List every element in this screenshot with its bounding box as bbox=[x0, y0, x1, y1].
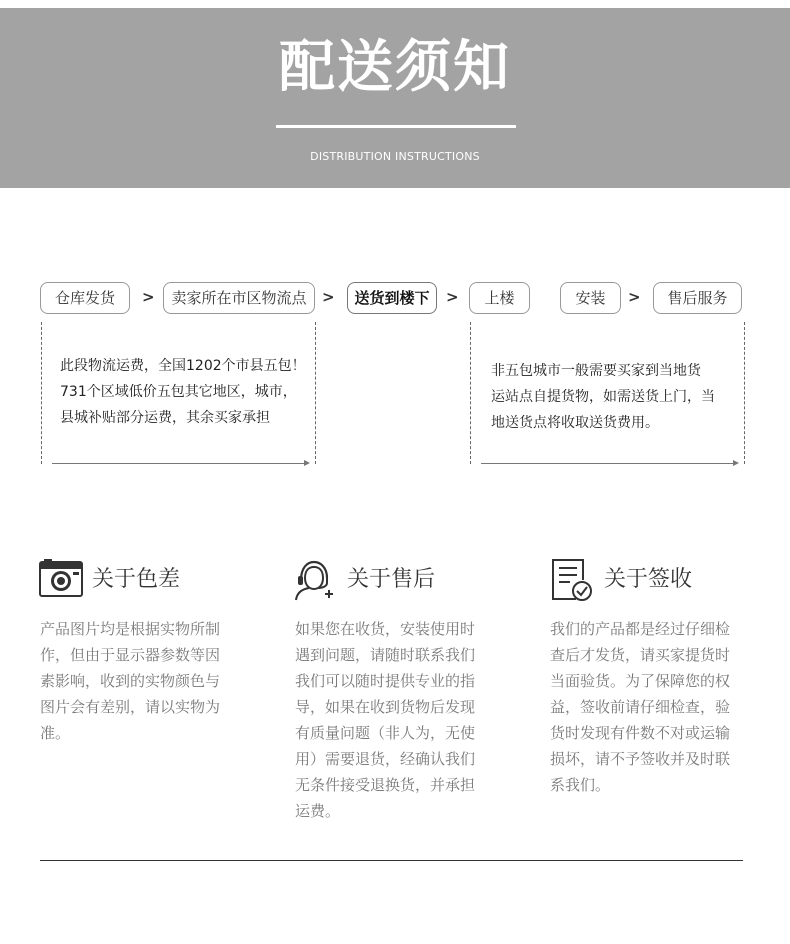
section-body-sign-off bbox=[550, 616, 750, 798]
page-subtitle: DISTRIBUTION INSTRUCTIONS bbox=[310, 150, 480, 163]
body-line: 图片会有差别，请以实物为 bbox=[40, 698, 221, 716]
flow-step-warehouse: 仓库发货 bbox=[40, 282, 130, 314]
body-line: 用）需要退货，经确认我们 bbox=[295, 750, 476, 768]
bottom-divider bbox=[40, 860, 743, 861]
sign-document-icon bbox=[550, 558, 594, 606]
body-line: 当面验货。为了保障您的权 bbox=[550, 672, 731, 690]
body-line: 有质量问题（非人为，无使 bbox=[295, 724, 476, 742]
note-line: 此段物流运费，全国1202个市县五包！ bbox=[60, 358, 306, 374]
body-line: 产品图片均是根据实物所制 bbox=[40, 620, 221, 638]
flow-step-after-sales: 售后服务 bbox=[653, 282, 742, 314]
flow-arrow-left bbox=[52, 463, 308, 464]
note-line: 运站点自提货物，如需送货上门，当 bbox=[491, 389, 715, 405]
flow-separator: > bbox=[628, 288, 641, 306]
body-line: 系我们。 bbox=[550, 776, 611, 794]
section-body-after-sales bbox=[295, 616, 495, 824]
bracket-left-edge bbox=[315, 322, 316, 464]
body-line: 货时发现有件数不对或运输 bbox=[550, 724, 731, 742]
flow-step-delivery-downstairs: 送货到楼下 bbox=[347, 282, 437, 314]
body-line: 我们可以随时提供专业的指 bbox=[295, 672, 476, 690]
body-line: 遇到问题，请随时联系我们 bbox=[295, 646, 476, 664]
body-line: 损坏，请不予签收并及时联 bbox=[550, 750, 731, 768]
page-title: 配送须知 bbox=[279, 35, 511, 100]
bracket-right-edge bbox=[470, 322, 471, 464]
body-line: 我们的产品都是经过仔细检 bbox=[550, 620, 731, 638]
camera-icon bbox=[39, 558, 83, 602]
note-free-shipping bbox=[60, 353, 315, 431]
note-line: 731个区域低价五包其它地区，城市， bbox=[60, 384, 297, 400]
flow-step-installation: 安装 bbox=[560, 282, 621, 314]
body-line: 查后才发货，请买家提货时 bbox=[550, 646, 731, 664]
title-divider bbox=[276, 125, 516, 128]
note-line: 县城补贴部分运费，其余买家承担 bbox=[60, 410, 270, 426]
note-line: 地送货点将收取送货费用。 bbox=[491, 415, 659, 431]
flow-separator: > bbox=[446, 288, 459, 306]
section-body-color bbox=[40, 616, 240, 746]
body-line: 素影响，收到的实物颜色与 bbox=[40, 672, 221, 690]
section-title-after-sales: 关于售后 bbox=[347, 567, 436, 592]
flow-separator: > bbox=[322, 288, 335, 306]
flow-step-upstairs: 上楼 bbox=[469, 282, 530, 314]
body-line: 作，但由于显示器参数等因 bbox=[40, 646, 221, 664]
section-title-color: 关于色差 bbox=[92, 567, 181, 592]
note-line: 非五包城市一般需要买家到当地货 bbox=[491, 363, 701, 379]
body-line: 运费。 bbox=[295, 802, 341, 820]
header-banner bbox=[0, 8, 790, 188]
section-title-sign-off: 关于签收 bbox=[604, 567, 693, 592]
note-self-pickup bbox=[491, 358, 741, 436]
bracket-left-edge bbox=[41, 322, 42, 464]
body-line: 导，如果在收到货物后发现 bbox=[295, 698, 476, 716]
body-line: 无条件接受退换货，并承担 bbox=[295, 776, 476, 794]
flow-separator: > bbox=[142, 288, 155, 306]
bracket-right-edge bbox=[744, 322, 745, 464]
flow-arrow-right bbox=[481, 463, 737, 464]
customer-service-icon bbox=[292, 558, 336, 606]
body-line: 如果您在收货，安装使用时 bbox=[295, 620, 476, 638]
body-line: 益，签收前请仔细检查，验 bbox=[550, 698, 731, 716]
flow-step-logistics-point: 卖家所在市区物流点 bbox=[163, 282, 315, 314]
body-line: 准。 bbox=[40, 724, 71, 742]
